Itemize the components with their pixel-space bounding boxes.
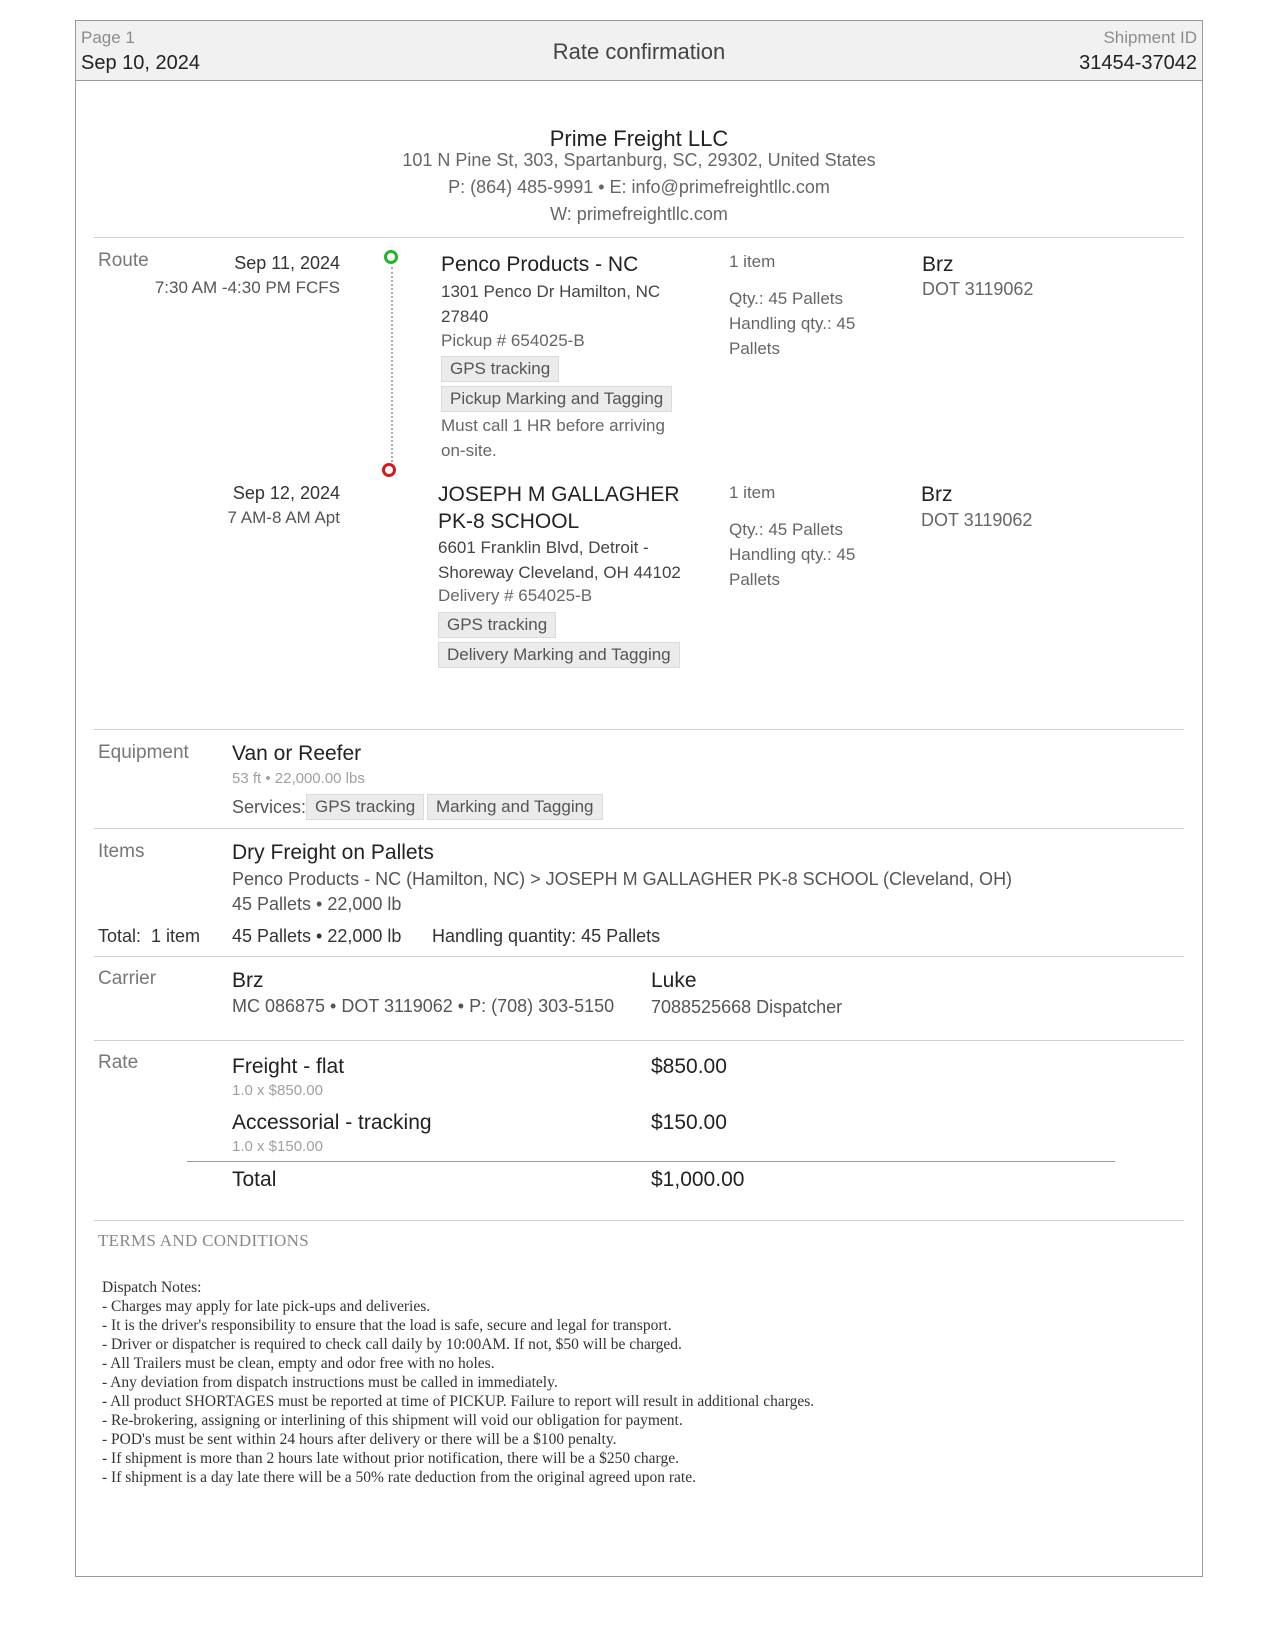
pickup-carrier-dot: DOT 3119062 <box>922 279 1034 299</box>
shipment-id: 31454-37042 <box>1079 52 1197 74</box>
rate-label: Rate <box>98 1052 139 1073</box>
carrier-details: MC 086875 • DOT 3119062 • P: (708) 303-5150 <box>232 996 615 1016</box>
carrier-contact-detail: 7088525668 Dispatcher <box>651 997 843 1017</box>
pickup-item-count: 1 item <box>729 252 776 271</box>
services-label: Services: <box>232 797 307 817</box>
divider <box>94 828 1184 829</box>
items-label: Items <box>98 841 145 862</box>
rate-total-label: Total <box>232 1168 277 1191</box>
delivery-time: 7 AM-8 AM Apt <box>227 508 340 527</box>
company-contact: P: (864) 485-9991 • E: info@primefreightllc.com <box>448 177 830 197</box>
pickup-handling: Handling qty.: 45 Pallets <box>729 314 856 358</box>
pickup-carrier: Brz <box>922 253 954 276</box>
divider <box>94 729 1184 730</box>
carrier-contact-name: Luke <box>651 969 697 992</box>
route-connector <box>391 267 393 462</box>
pickup-name: Penco Products - NC <box>441 253 639 276</box>
delivery-name: JOSEPH M GALLAGHER PK-8 SCHOOL <box>438 483 680 533</box>
rate-total-divider <box>187 1161 1115 1162</box>
service-tag: Marking and Tagging <box>427 794 603 820</box>
delivery-carrier: Brz <box>921 483 953 506</box>
rate-total-amount: $1,000.00 <box>651 1168 745 1191</box>
terms-line: - Any deviation from dispatch instructions must be called in immediately. <box>102 1374 558 1391</box>
service-tag: GPS tracking <box>306 794 424 820</box>
delivery-date: Sep 12, 2024 <box>232 483 340 503</box>
pickup-date: Sep 11, 2024 <box>234 253 340 273</box>
delivery-carrier-dot: DOT 3119062 <box>921 510 1033 530</box>
terms-heading: Dispatch Notes: <box>102 1279 202 1296</box>
items-total-handling: Handling quantity: 45 Pallets <box>432 926 661 946</box>
item-detail: 45 Pallets • 22,000 lb <box>232 894 402 914</box>
pickup-reference: Pickup # 654025-B <box>441 331 585 350</box>
delivery-handling: Handling qty.: 45 Pallets <box>729 545 856 589</box>
delivery-reference: Delivery # 654025-B <box>438 586 593 605</box>
terms-line: - Re-brokering, assigning or interlining of this shipment will void our obligation for payment. <box>102 1412 683 1429</box>
item-route: Penco Products - NC (Hamilton, NC) > JOSEPH M GALLAGHER PK-8 SCHOOL (Cleveland, OH) <box>232 869 1013 889</box>
divider <box>94 237 1184 238</box>
terms-body <box>102 1278 814 1487</box>
document-date: Sep 10, 2024 <box>81 52 200 74</box>
document-title: Rate confirmation <box>552 39 726 64</box>
document-header <box>76 21 1202 81</box>
rate-line-calc: 1.0 x $150.00 <box>232 1138 323 1155</box>
pickup-note: Must call 1 HR before arriving on-site. <box>441 416 665 460</box>
divider <box>94 1040 1184 1041</box>
delivery-item-count: 1 item <box>729 483 776 502</box>
rate-line-amount: $850.00 <box>651 1055 727 1078</box>
items-total-label: Total: 1 item <box>98 926 201 946</box>
company-address: 101 N Pine St, 303, Spartanburg, SC, 29302, United States <box>402 150 876 170</box>
item-name: Dry Freight on Pallets <box>232 841 434 864</box>
route-label: Route <box>98 250 149 271</box>
equipment-type: Van or Reefer <box>232 742 362 765</box>
terms-line: - All product SHORTAGES must be reported at time of PICKUP. Failure to report will result in additional charges. <box>102 1393 815 1410</box>
items-total-weight: 45 Pallets • 22,000 lb <box>232 926 402 946</box>
terms-title: TERMS AND CONDITIONS <box>98 1231 309 1250</box>
pickup-time: 7:30 AM -4:30 PM FCFS <box>154 278 340 297</box>
rate-line-calc: 1.0 x $850.00 <box>232 1082 323 1099</box>
terms-line: - It is the driver's responsibility to ensure that the load is safe, secure and legal for transport. <box>102 1317 672 1334</box>
tag: Delivery Marking and Tagging <box>438 642 680 668</box>
divider <box>94 956 1184 957</box>
equipment-label: Equipment <box>98 742 189 763</box>
pickup-address: 1301 Penco Dr Hamilton, NC 27840 <box>441 282 661 326</box>
rate-line-name: Accessorial - tracking <box>232 1111 432 1134</box>
delivery-marker-icon <box>382 463 396 477</box>
equipment-specs: 53 ft • 22,000.00 lbs <box>232 770 365 787</box>
terms-line: - All Trailers must be clean, empty and odor free with no holes. <box>102 1355 495 1372</box>
company-website: W: primefreightllc.com <box>550 204 728 224</box>
carrier-name: Brz <box>232 969 264 992</box>
page-number: Page 1 <box>81 28 135 47</box>
tag: Pickup Marking and Tagging <box>441 386 672 412</box>
delivery-qty: Qty.: 45 Pallets <box>729 520 844 539</box>
pickup-marker-icon <box>384 250 398 264</box>
shipment-id-label: Shipment ID <box>1103 28 1197 47</box>
terms-line: - Charges may apply for late pick-ups and deliveries. <box>102 1298 431 1315</box>
document-frame <box>75 20 1203 1577</box>
delivery-address: 6601 Franklin Blvd, Detroit - Shoreway Cleveland, OH 44102 <box>438 538 681 582</box>
terms-line: - Driver or dispatcher is required to check call daily by 10:00AM. If not, $50 will be charged. <box>102 1336 682 1353</box>
terms-line: - If shipment is more than 2 hours late without prior notification, there will be a $250 charge. <box>102 1450 679 1467</box>
divider <box>94 1220 1184 1221</box>
terms-line: - If shipment is a day late there will be a 50% rate deduction from the original agreed upon rate. <box>102 1469 696 1486</box>
terms-line: - POD's must be sent within 24 hours after delivery or there will be a $100 penalty. <box>102 1431 617 1448</box>
pickup-qty: Qty.: 45 Pallets <box>729 289 844 308</box>
tag: GPS tracking <box>441 356 559 382</box>
rate-line-name: Freight - flat <box>232 1055 345 1078</box>
company-name: Prime Freight LLC <box>549 126 729 151</box>
tag: GPS tracking <box>438 612 556 638</box>
carrier-label: Carrier <box>98 968 157 989</box>
rate-line-amount: $150.00 <box>651 1111 727 1134</box>
